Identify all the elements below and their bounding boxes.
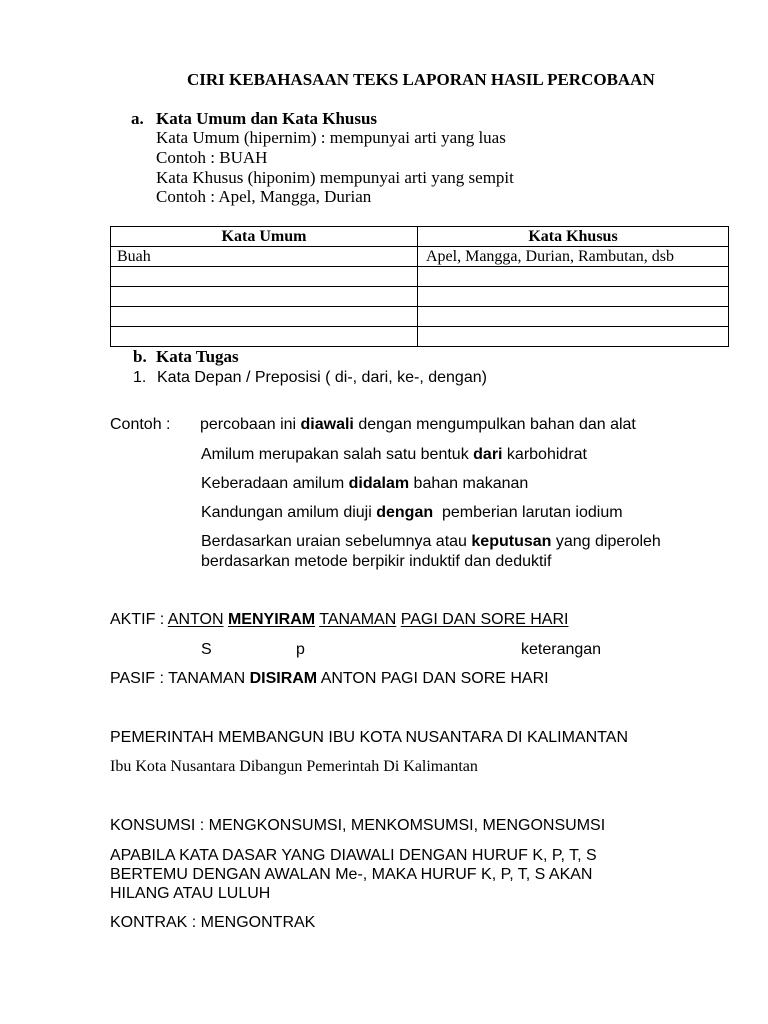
table-header-row (111, 227, 729, 247)
pasif-sentence: PASIF : TANAMAN DISIRAM ANTON PAGI DAN SORE HARI (110, 670, 549, 687)
table-cell (111, 327, 418, 347)
list-number: 1. (133, 369, 147, 386)
konsumsi-line: KONSUMSI : MENGKONSUMSI, MENKOMSUMSI, MENGONSUMSI (110, 817, 606, 834)
section-a-line: Contoh : Apel, Mangga, Durian (156, 187, 372, 206)
table-cell (111, 267, 418, 287)
sentence-titlecase: Ibu Kota Nusantara Dibangun Pemerintah Di Kalimantan (110, 758, 478, 775)
table-cell (418, 327, 729, 347)
role-predicate-label: p (296, 641, 305, 658)
table-row (111, 267, 729, 287)
predicate-word: MENYIRAM (227, 611, 316, 628)
section-a-marker: a. (131, 109, 144, 128)
example-sentence: Keberadaan amilum didalam bahan makanan (201, 475, 529, 492)
sentence-uppercase: PEMERINTAH MEMBANGUN IBU KOTA NUSANTARA DI KALIMANTAN (110, 729, 628, 746)
aktif-sentence: AKTIF : ANTON MENYIRAM TANAMAN PAGI DAN SORE HARI (110, 611, 569, 628)
table-cell (111, 307, 418, 327)
example-continuation: berdasarkan metode berpikir induktif dan deduktif (201, 553, 552, 570)
section-a-line: Kata Khusus (hiponim) mempunyai arti yang sempit (156, 168, 514, 187)
example-sentence: Berdasarkan uraian sebelumnya atau keputusan yang diperoleh (201, 533, 661, 550)
example-keyword: didalam (348, 475, 410, 492)
table-cell: Apel, Mangga, Durian, Rambutan, dsb (418, 247, 729, 267)
table-row (111, 287, 729, 307)
list-item-text: Kata Depan / Preposisi ( di-, dari, ke-, dengan) (157, 369, 487, 386)
table-cell (418, 307, 729, 327)
example-keyword: diawali (300, 416, 354, 433)
section-b-marker: b. (133, 347, 147, 366)
section-a-line: Kata Umum (hipernim) : mempunyai arti yang luas (156, 128, 506, 147)
example-sentence: Kandungan amilum diuji dengan pemberian larutan iodium (201, 504, 623, 521)
rule-line: HILANG ATAU LULUH (110, 885, 271, 902)
rule-line: APABILA KATA DASAR YANG DIAWALI DENGAN HURUF K, P, T, S (110, 847, 597, 864)
example-keyword: dari (473, 446, 503, 463)
section-a-line: Contoh : BUAH (156, 148, 268, 167)
table-header-cell: Kata Umum (111, 227, 418, 247)
table-cell (111, 287, 418, 307)
subject-word: ANTON (167, 611, 224, 628)
table-row (111, 247, 729, 267)
table-cell: Buah (111, 247, 418, 267)
example-keyword: dengan (376, 504, 434, 521)
page-title: CIRI KEBAHASAAN TEKS LAPORAN HASIL PERCOBAAN (187, 70, 655, 89)
table-row (111, 327, 729, 347)
role-adverb-label: keterangan (521, 641, 602, 658)
table-cell (418, 267, 729, 287)
kontrak-line: KONTRAK : MENGONTRAK (110, 914, 316, 931)
adverb-phrase: PAGI DAN SORE HARI (400, 611, 569, 628)
examples-label: Contoh : (110, 416, 171, 433)
example-sentence: percobaan ini diawali dengan mengumpulkan bahan dan alat (200, 416, 636, 433)
passive-verb: DISIRAM (249, 670, 318, 687)
example-keyword: keputusan (471, 533, 552, 550)
role-subject-label: S (201, 641, 212, 658)
example-sentence: Amilum merupakan salah satu bentuk dari karbohidrat (201, 446, 587, 463)
table-header-cell: Kata Khusus (418, 227, 729, 247)
table-cell (418, 287, 729, 307)
section-b-heading: Kata Tugas (156, 347, 239, 366)
table-row (111, 307, 729, 327)
rule-line: BERTEMU DENGAN AWALAN Me-, MAKA HURUF K, P, T, S AKAN (110, 866, 593, 883)
section-a-heading: Kata Umum dan Kata Khusus (156, 109, 378, 128)
object-word: TANAMAN (319, 611, 397, 628)
kata-umum-khusus-table (110, 226, 729, 347)
